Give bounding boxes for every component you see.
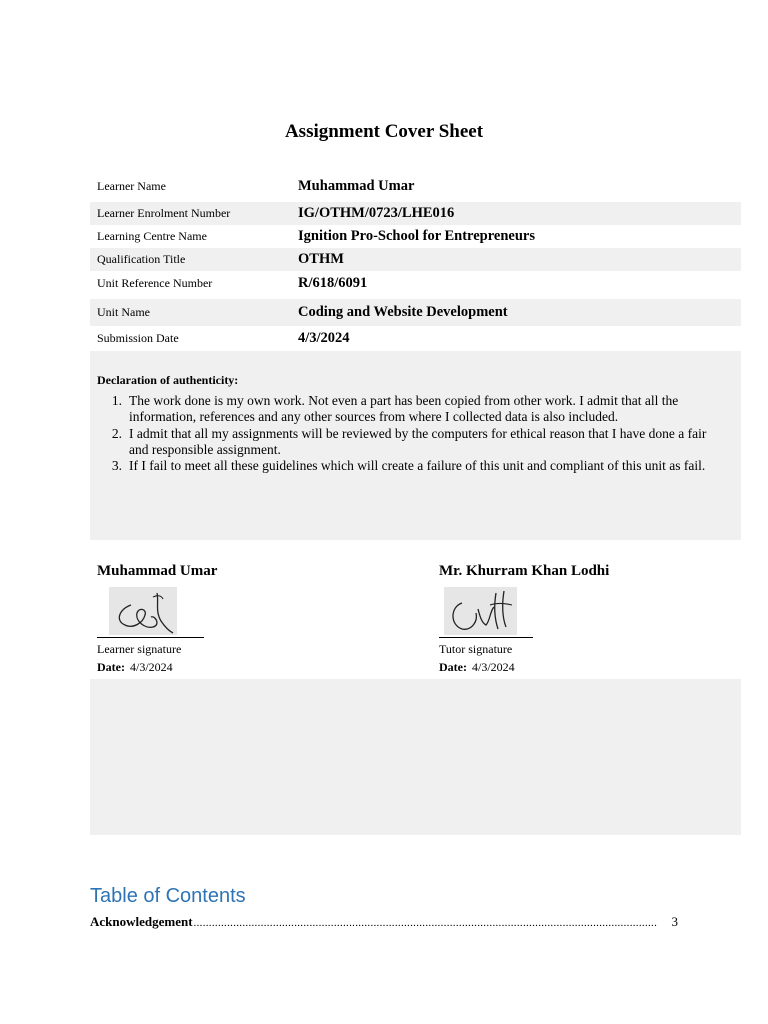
learner-signature-scribble [109, 587, 177, 635]
signature-line [97, 637, 204, 638]
info-label: Submission Date [97, 331, 179, 345]
toc-entry-page: 3 [671, 914, 678, 929]
signature-line [439, 637, 533, 638]
info-row-enrolment-number [90, 202, 741, 225]
learner-info-table [90, 175, 741, 351]
date-value: 4/3/2024 [471, 660, 515, 674]
learner-signature-date [97, 660, 297, 675]
learner-name: Muhammad Umar [97, 563, 218, 579]
declaration-item-text: The work done is my own work. Not even a part has been copied from other work. I admit that all the information, references and any other sources from where I collected data is also included. [129, 393, 679, 424]
declaration-heading: Declaration of authenticity: [97, 373, 239, 387]
tutor-signature-block [439, 563, 699, 675]
info-row-learner-name [90, 175, 741, 198]
learner-signature-area [97, 584, 297, 638]
declaration-item [97, 426, 727, 458]
toc-entry-leader: ........................................................................................................................................................ [193, 917, 658, 929]
tutor-name: Mr. Khurram Khan Lodhi [439, 563, 610, 579]
info-row-unit-reference [90, 271, 741, 295]
declaration-item [97, 393, 727, 425]
learner-signature-block [97, 563, 297, 675]
toc-entry[interactable] [90, 914, 678, 930]
tutor-signature-scribble [444, 587, 517, 635]
date-label: Date: [97, 660, 125, 674]
document-title: Assignment Cover Sheet [284, 121, 484, 142]
info-value: R/618/6091 [298, 274, 368, 291]
declaration-item-text: I admit that all my assignments will be reviewed by the computers for ethical reason that I have done a fair and responsible assignment. [129, 425, 707, 457]
info-label: Qualification Title [97, 252, 186, 266]
declaration-item-text: If I fail to meet all these guidelines which will create a failure of this unit and compliant of this unit as fail. [129, 458, 706, 473]
date-label: Date: [439, 660, 467, 674]
info-value: Ignition Pro-School for Entrepreneurs [298, 228, 535, 244]
declaration-item-number: 2. [111, 425, 122, 441]
info-value: 4/3/2024 [298, 330, 350, 346]
learner-signature-caption: Learner signature [97, 642, 182, 656]
blank-shaded-area [90, 679, 741, 835]
info-label: Learner Enrolment Number [97, 206, 231, 220]
learner-signature-image [109, 587, 177, 635]
info-label: Unit Name [97, 305, 150, 319]
tutor-signature-image [444, 587, 517, 635]
declaration-list [97, 393, 727, 474]
info-label: Learner Name [97, 179, 166, 193]
info-value: Muhammad Umar [298, 178, 415, 194]
info-value: Coding and Website Development [298, 304, 508, 320]
declaration-box [90, 351, 741, 540]
info-row-unit-name [90, 299, 741, 326]
toc-title: Table of Contents [90, 885, 246, 907]
info-value: IG/OTHM/0723/LHE016 [298, 205, 455, 221]
info-row-submission-date [90, 326, 741, 351]
info-label: Learning Centre Name [97, 229, 207, 243]
tutor-signature-date [439, 660, 699, 675]
info-row-learning-centre [90, 225, 741, 248]
tutor-signature-area [439, 584, 699, 638]
tutor-signature-caption: Tutor signature [439, 642, 513, 656]
declaration-item [97, 458, 727, 474]
info-value: OTHM [298, 251, 344, 267]
info-row-qualification-title [90, 248, 741, 271]
declaration-item-number: 1. [111, 393, 122, 408]
date-value: 4/3/2024 [129, 660, 173, 674]
declaration-item-number: 3. [111, 458, 122, 473]
info-label: Unit Reference Number [97, 275, 213, 290]
toc-entry-label[interactable]: Acknowledgement [90, 914, 193, 929]
